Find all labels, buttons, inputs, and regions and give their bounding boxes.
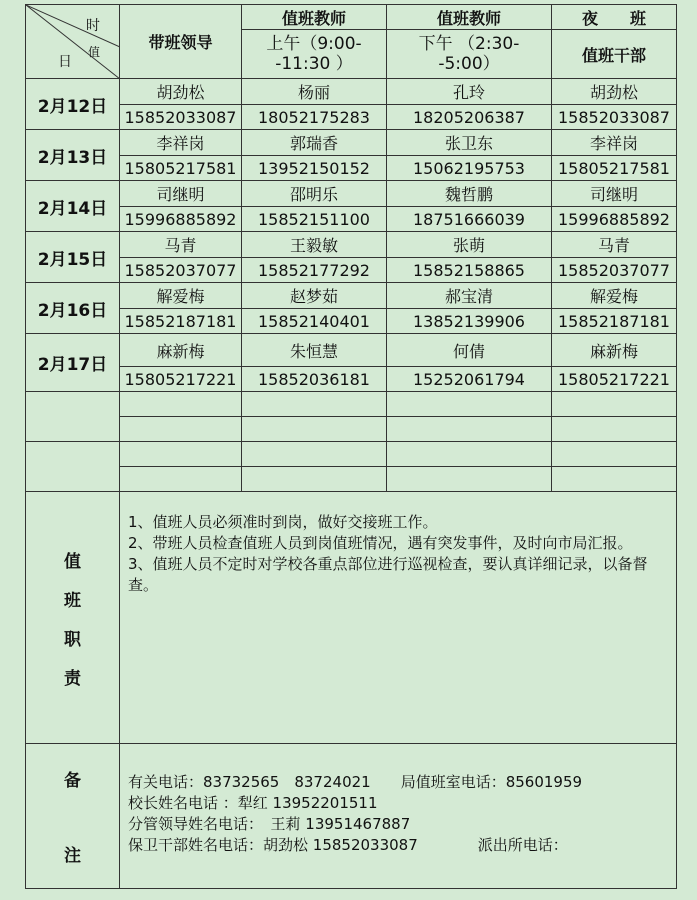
note-line: 保卫干部姓名电话：胡劲松 15852033087 派出所电话： [128, 836, 568, 854]
teacher-am-phone: 15852036181 [242, 367, 387, 392]
empty-cell [552, 392, 677, 417]
date-cell: 2月17日 [26, 334, 120, 392]
duty-roster-sheet [25, 4, 676, 895]
empty-cell [242, 392, 387, 417]
leader-phone: 15805217581 [120, 156, 242, 181]
duty-item: 2、带班人员检查值班人员到岗值班情况，遇有突发事件，及时向市局汇报。 [128, 534, 633, 552]
duties-label-char: 值 [64, 551, 81, 572]
corner-duty-label: 值 [88, 45, 101, 59]
teacher-pm-name: 魏哲鹏 [387, 181, 552, 207]
duty-roster-table [25, 4, 677, 889]
night-name: 解爱梅 [552, 283, 677, 309]
empty-cell [387, 417, 552, 442]
empty-date-cell [26, 392, 120, 442]
empty-cell [387, 467, 552, 492]
notes-content-cell [120, 744, 677, 889]
empty-cell [387, 392, 552, 417]
notes-label-cell [26, 744, 120, 889]
night-phone: 15852187181 [552, 309, 677, 334]
teacher-pm-name: 张卫东 [387, 130, 552, 156]
leader-column-header: 带班领导 [120, 5, 242, 79]
empty-cell [552, 442, 677, 467]
empty-cell [120, 417, 242, 442]
teacher-pm-phone: 15252061794 [387, 367, 552, 392]
night-phone: 15852037077 [552, 258, 677, 283]
empty-cell [552, 467, 677, 492]
note-line: 有关电话：83732565 83724021 局值班室电话：85601959 [128, 773, 583, 791]
teacher-am-name: 邵明乐 [242, 181, 387, 207]
pm-time-header: 下午 （2:30--5:00） [387, 30, 552, 79]
leader-phone: 15852033087 [120, 105, 242, 130]
empty-cell [120, 442, 242, 467]
leader-phone: 15852187181 [120, 309, 242, 334]
teacher-pm-phone: 18205206387 [387, 105, 552, 130]
empty-date-cell [26, 442, 120, 492]
teacher-pm-column-header: 值班教师 [387, 5, 552, 30]
corner-day-label: 日 [58, 54, 72, 70]
date-cell: 2月14日 [26, 181, 120, 232]
teacher-am-phone: 15852140401 [242, 309, 387, 334]
am-time-header: 上午（9:00--11:30 ） [242, 30, 387, 79]
night-name: 胡劲松 [552, 79, 677, 105]
teacher-pm-name: 孔玲 [387, 79, 552, 105]
teacher-pm-phone: 13852139906 [387, 309, 552, 334]
night-name: 马青 [552, 232, 677, 258]
teacher-pm-phone: 15852158865 [387, 258, 552, 283]
date-cell: 2月16日 [26, 283, 120, 334]
note-line: 校长姓名电话 ：犁红 13952201511 [128, 794, 378, 812]
teacher-am-name: 郭瑞香 [242, 130, 387, 156]
night-phone: 15805217581 [552, 156, 677, 181]
note-line: 分管领导姓名电话： 王莉 13951467887 [128, 815, 411, 833]
empty-cell [120, 392, 242, 417]
empty-cell [120, 467, 242, 492]
diagonal-header-cell [26, 5, 120, 79]
night-duty-sub-header: 值班干部 [552, 30, 677, 79]
date-cell: 2月15日 [26, 232, 120, 283]
teacher-am-column-header: 值班教师 [242, 5, 387, 30]
date-cell: 2月12日 [26, 79, 120, 130]
notes-label-char: 备 [64, 771, 81, 791]
teacher-am-phone: 13952150152 [242, 156, 387, 181]
night-phone: 15805217221 [552, 367, 677, 392]
duty-item: 1、值班人员必须准时到岗，做好交接班工作。 [128, 513, 438, 531]
duties-label-cell [26, 492, 120, 744]
leader-name: 马青 [120, 232, 242, 258]
teacher-pm-phone: 15062195753 [387, 156, 552, 181]
leader-name: 李祥岗 [120, 130, 242, 156]
teacher-pm-name: 何倩 [387, 334, 552, 367]
leader-phone: 15852037077 [120, 258, 242, 283]
duties-label-char: 班 [64, 590, 81, 611]
leader-name: 解爱梅 [120, 283, 242, 309]
teacher-am-name: 王毅敏 [242, 232, 387, 258]
leader-name: 麻新梅 [120, 334, 242, 367]
teacher-am-name: 朱恒慧 [242, 334, 387, 367]
empty-cell [387, 442, 552, 467]
teacher-am-name: 赵梦茹 [242, 283, 387, 309]
leader-phone: 15805217221 [120, 367, 242, 392]
teacher-am-name: 杨丽 [242, 79, 387, 105]
duties-label-char: 责 [64, 668, 81, 689]
duties-label-char: 职 [64, 629, 81, 650]
night-name: 李祥岗 [552, 130, 677, 156]
teacher-am-phone: 15852177292 [242, 258, 387, 283]
duty-item: 3、值班人员不定时对学校各重点部位进行巡视检查，要认真详细记录，以备督查。 [128, 555, 648, 594]
teacher-am-phone: 15852151100 [242, 207, 387, 232]
night-name: 麻新梅 [552, 334, 677, 367]
diagonal-lines [26, 5, 120, 79]
duties-content-cell [120, 492, 677, 744]
leader-name: 胡劲松 [120, 79, 242, 105]
night-column-header: 夜 班 [552, 5, 677, 30]
notes-label-char: 注 [64, 846, 81, 866]
teacher-am-phone: 18052175283 [242, 105, 387, 130]
teacher-pm-name: 张萌 [387, 232, 552, 258]
night-phone: 15852033087 [552, 105, 677, 130]
corner-time-label: 时 [86, 18, 100, 34]
night-phone: 15996885892 [552, 207, 677, 232]
teacher-pm-name: 郝宝清 [387, 283, 552, 309]
leader-phone: 15996885892 [120, 207, 242, 232]
empty-cell [242, 467, 387, 492]
date-cell: 2月13日 [26, 130, 120, 181]
teacher-pm-phone: 18751666039 [387, 207, 552, 232]
empty-cell [242, 417, 387, 442]
empty-cell [242, 442, 387, 467]
empty-cell [552, 417, 677, 442]
night-name: 司继明 [552, 181, 677, 207]
leader-name: 司继明 [120, 181, 242, 207]
